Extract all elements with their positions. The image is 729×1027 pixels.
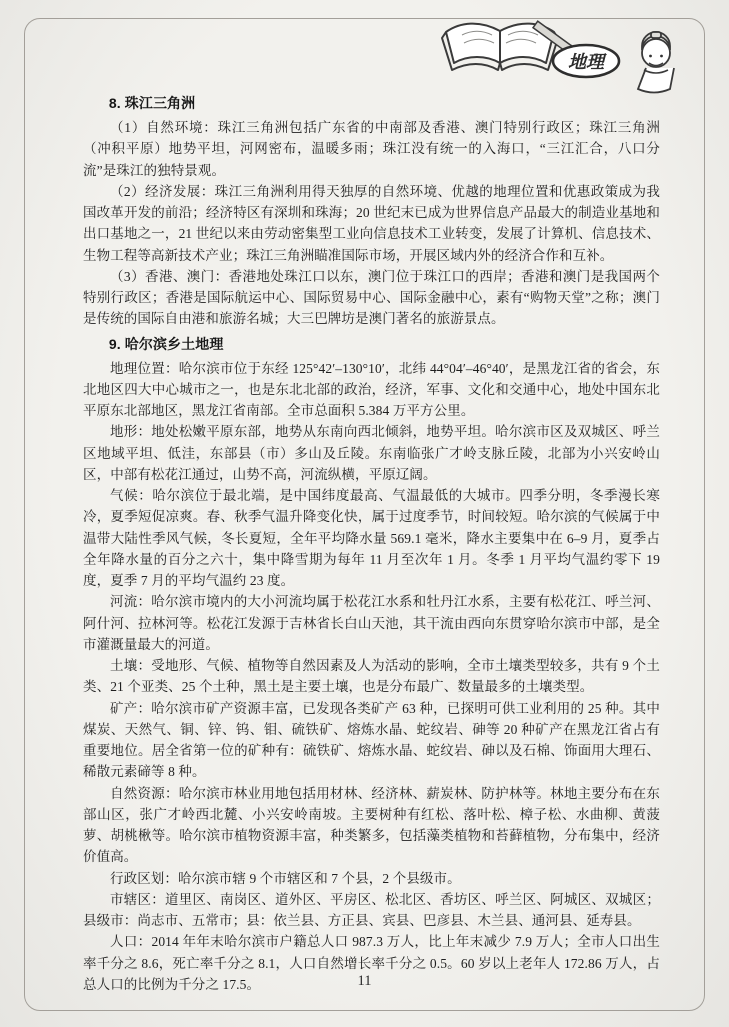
- para-zhujiang-economy: （2）经济发展：珠江三角洲利用得天独厚的自然环境、优越的地理位置和优惠政策成为我国改革开发的前沿；经济特区有深圳和珠海；20 世纪末已成为世界信息产品最大的制造业基地和出口基地之一，21 世纪以来由劳动密集型工业向信息技术工业转变，发展了计算机、信息技术、生物工程等高新技术产业；珠江三角洲瞄准国际市场，开展区域内外的经济合作和互补。: [83, 183, 660, 263]
- page-border-frame: [24, 18, 705, 1011]
- para-harbin-natural-resources: 自然资源：哈尔滨市林业用地包括用材林、经济林、薪炭林、防护林等。林地主要分布在东部山区，张广才岭西北麓、小兴安岭南坡。主要树种有红松、落叶松、樟子松、水曲柳、黄菠萝、胡桃楸等。哈尔滨市植物资源丰富，种类繁多，包括藻类植物和苔藓植物，分布集中，经济价值高。: [83, 785, 660, 865]
- para-zhujiang-natural-environment: （1）自然环境：珠江三角洲包括广东省的中南部及香港、澳门特别行政区；珠江三角洲（冲积平原）地势平坦，河网密布，温暖多雨；珠江没有统一的入海口，“三江汇合，八口分流”是珠江的独特景观。: [83, 120, 660, 178]
- para-harbin-soil: 土壤：受地形、气候、植物等自然因素及人为活动的影响，全市土壤类型较多，共有 9 个土类、21 个亚类、25 个土种，黑土是主要土壤，也是分布最广、数量最多的土壤类型。: [83, 658, 660, 695]
- subject-oval-badge: [553, 45, 619, 77]
- para-harbin-districts-list: 市辖区：道里区、南岗区、道外区、平房区、松北区、香坊区、呼兰区、阿城区、双城区；县级市：尚志市、五常市；县：依兰县、方正县、宾县、巴彦县、木兰县、通河县、延寿县。: [83, 891, 660, 929]
- para-hongkong-macau: （3）香港、澳门：香港地处珠江口以东，澳门位于珠江口的西岸；香港和澳门是我国两个特别行政区；香港是国际航运中心、国际贸易中心、国际金融中心，素有“购物天堂”之称；澳门是传统的国际自由港和旅游名城；大三巴牌坊是澳门著名的旅游景点。: [83, 268, 660, 327]
- para-harbin-climate: 气候：哈尔滨位于最北端，是中国纬度最高、气温最低的大城市。四季分明，冬季漫长寒冷，夏季短促凉爽。春、秋季气温升降变化快，属于过度季节，时间较短。哈尔滨的气候属于中温带大陆性季风气候，冬长夏短，全年平均降水量 569.1 毫米，降水主要集中在 6–9 月，夏季占全年降水量的百分之六十，集中降雪期为每年 11 月至次年 1 月。冬季 1 月平均气温约零下 19 度，夏季 7 月的平均气温约 23 度。: [83, 488, 660, 589]
- para-harbin-terrain: 地形：地处松嫩平原东部，地势从东南向西北倾斜，地势平坦。哈尔滨市区及双城区、呼兰区地域平坦、低洼，东部县（市）多山及丘陵。东南临张广才岭支脉丘陵，北部为小兴安岭山区，中部有松花江通过，山势不高，河流纵横，平原辽阔。: [83, 424, 660, 482]
- header-illustration: [434, 13, 686, 101]
- para-harbin-rivers: 河流：哈尔滨市境内的大小河流均属于松花江水系和牡丹江水系，主要有松花江、呼兰河、阿什河、拉林河等。松花江发源于吉林省长白山天池，其干流由西向东贯穿哈尔滨市中部，是全市灌溉量最大的河道。: [83, 594, 660, 652]
- cartoon-miner-icon: [638, 32, 674, 93]
- section-8-heading: 8. 珠江三角洲: [108, 95, 196, 111]
- section-9-heading: 9. 哈尔滨乡土地理: [108, 335, 224, 352]
- page-content: [83, 89, 660, 995]
- para-harbin-administrative-divisions: 行政区划：哈尔滨市辖 9 个市辖区和 7 个县，2 个县级市。: [110, 870, 461, 886]
- subject-label: 地理: [568, 52, 604, 73]
- page-number: 11: [357, 973, 372, 989]
- book-pencil-illustration: [434, 13, 686, 101]
- para-harbin-location: 地理位置：哈尔滨市位于东经 125°42′–130°10′，北纬 44°04′–46°40′，是黑龙江省的省会，东北地区四大中心城市之一，也是东北北部的政治，经济，军事、文化和交通中心，地处中国东北平原东北部地区，黑龙江省南部。全市总面积 5.384 万平方公里。: [83, 360, 660, 419]
- para-harbin-population: 人口：2014 年年末哈尔滨市户籍总人口 987.3 万人，比上年末减少 7.9 万人；全市人口出生率千分之 8.6，死亡率千分之 8.1，人口自然增长率千分之 0.5。60 岁以上老年人 172.86 万人，占总人口的比例为千分之 17.5。: [83, 934, 660, 992]
- para-harbin-minerals: 矿产：哈尔滨市矿产资源丰富，已发现各类矿产 63 种，已探明可供工业利用的 25 种。其中煤炭、天然气、铜、锌、钨、钼、硫铁矿、熔炼水晶、蛇纹岩、砷等 20 种矿产在黑龙江省占有重要地位。居全省第一位的矿种有：硫铁矿、熔炼水晶、蛇纹岩、砷以及石棉、饰面用大理石、稀散元素碲等 8 种。: [83, 700, 660, 780]
